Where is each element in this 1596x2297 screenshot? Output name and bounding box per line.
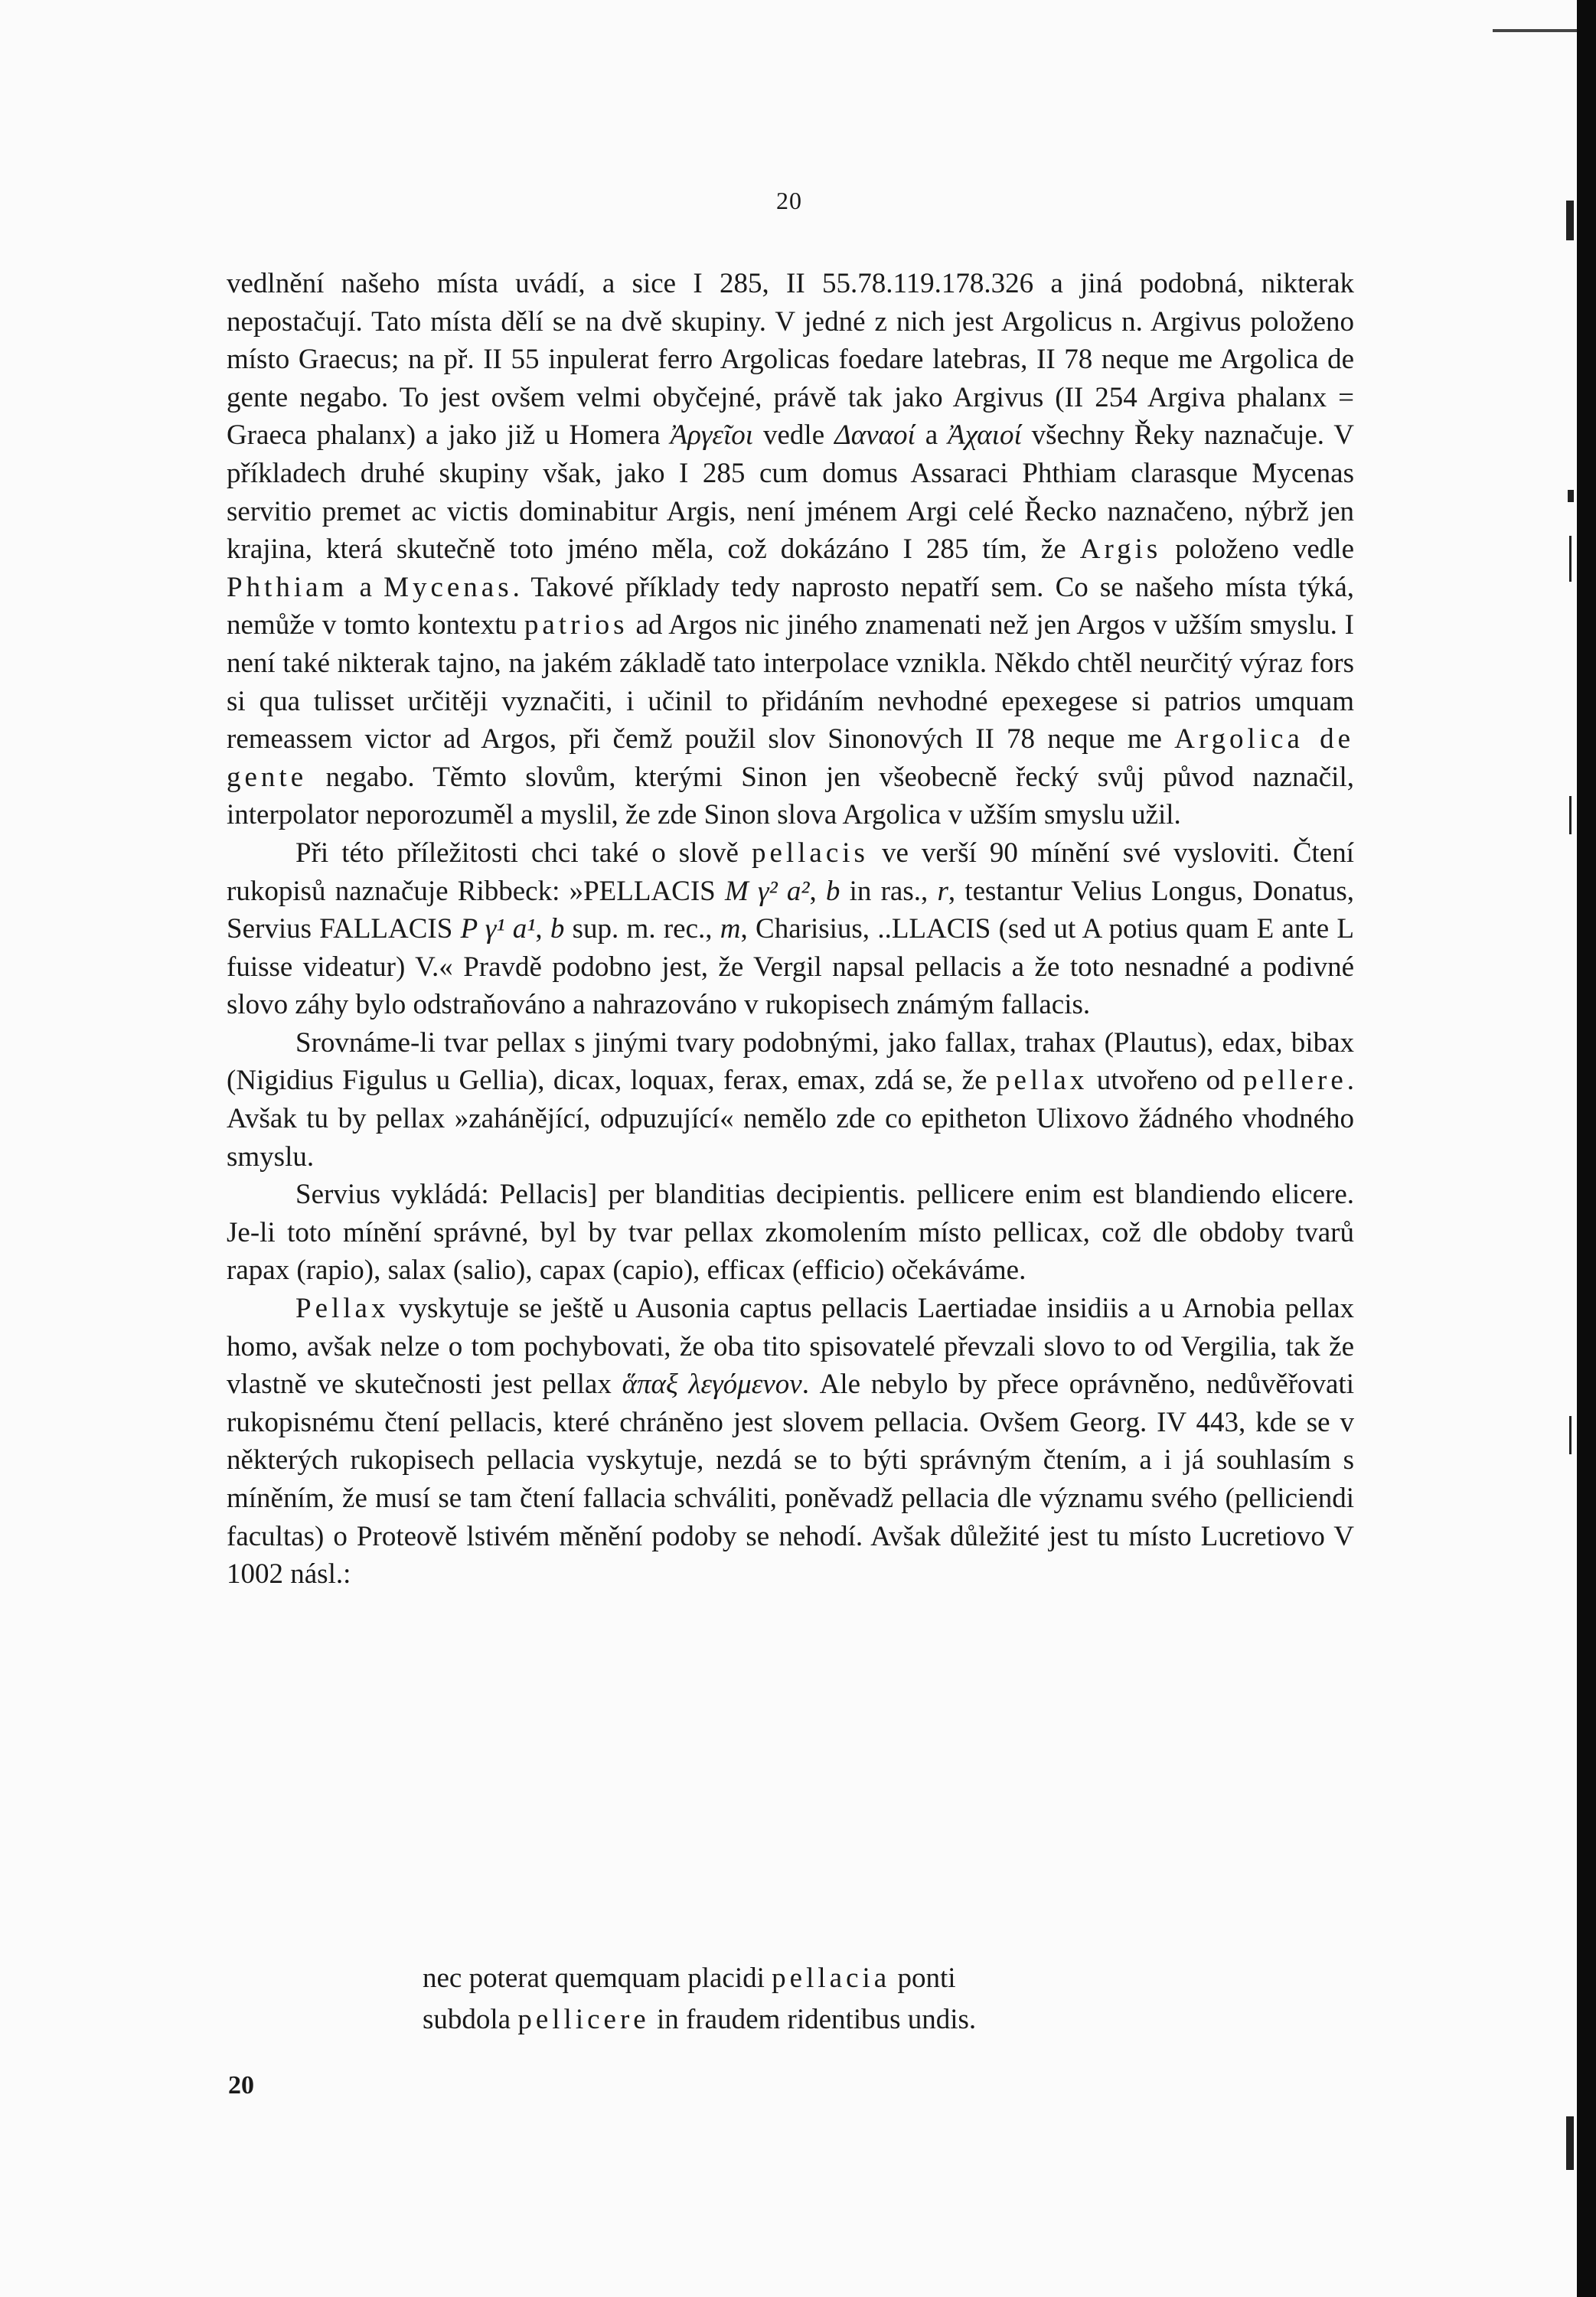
text-run: negabo. Těmto slovům, kterými Sinon jen všeobecně řecký svůj původ naznačil, interpolator neporozuměl a myslil, že zde Sinon slova Argolica v užším smyslu užil. <box>227 761 1354 831</box>
italic-greek-text: ἅπαξ λεγόμενον <box>622 1369 802 1401</box>
text-run: , testantur Velius Longus, Donatus, Servius FALLACIS <box>227 875 1354 945</box>
italic-greek-text: r <box>937 875 948 907</box>
italic-greek-text: b <box>825 875 840 907</box>
text-run: ponti <box>890 1963 956 1994</box>
spaced-emphasis: Mycenas <box>383 571 513 603</box>
scan-artifact <box>1568 490 1574 502</box>
text-run: . Ale nebylo by přece oprávněno, nedůvěřovati rukopisnému čtení pellacis, které chráněno jest slovem pellacia. Ovšem Georg. IV 443, kde se v některých rukopisech pellacia vyskytuje, nezdá se to býti správným čtením, a i já souhlasím s míněním, že musí se tam čtení fallacia schváliti, poněvadž pellacia dle významu svého (pelliciendi facultas) o Proteově lstivém měnění podoby se nehodí. Avšak důležité jest tu místo Lucretiovo V 1002 násl.: <box>227 1369 1354 1591</box>
text-run: vedle <box>753 419 835 452</box>
spaced-emphasis: Phthiam <box>227 571 348 603</box>
scan-edge-mark <box>1493 29 1577 32</box>
text-run: , <box>535 913 550 945</box>
spaced-emphasis: pellicere <box>517 2004 650 2035</box>
spaced-emphasis: Argolica de gente <box>227 723 1354 793</box>
text-run: in ras., <box>840 875 938 907</box>
italic-greek-text: m <box>720 913 741 945</box>
verse-line <box>423 1958 1341 1999</box>
text-run: , <box>809 875 826 907</box>
text-run: vyskytuje se ještě u Ausonia captus pellacis Laertiadae insidiis a u Arnobia pellax homo, avšak nelze o tom pochybovati, že oba tito spisovatelé převzali slovo to od Vergilia, tak že vlastně ve skutečnosti jest pellax <box>227 1293 1354 1401</box>
body-text <box>227 265 1354 1594</box>
text-run: sup. m. rec., <box>564 913 720 945</box>
verse-line <box>423 1999 1341 2041</box>
text-run: Servius vykládá: Pellacis] per blanditias decipientis. pellicere enim est blandiendo elicere. Je-li toto mínění správné, byl by tvar pellax zkomolením místo pellicax, což dle obdoby tvarů rapax (rapio), salax (salio), capax (capio), efficax (efficio) očekáváme. <box>227 1179 1354 1287</box>
italic-greek-text: P γ¹ a¹ <box>460 913 536 945</box>
text-run: utvořeno od <box>1088 1065 1244 1097</box>
spaced-emphasis: pellacia <box>772 1963 891 1994</box>
footer-signature-number: 20 <box>228 2071 254 2100</box>
spaced-emphasis: pellere <box>1243 1065 1347 1097</box>
text-run: ad Argos nic jiného znamenati než jen Argos v užším smyslu. I není také nikterak tajno, na jakém základě tato interpolace vznikla. Někdo chtěl neurčitý výraz fors si qua tulisset určitěji vyznačiti, i učinil to přidáním nevhodné epexegese si patrios umquam remeassem victor ad Argos, při čemž použil slov Sinonových II 78 neque me <box>227 609 1355 755</box>
spaced-emphasis: Argis <box>1079 533 1162 566</box>
paragraph <box>227 1176 1354 1290</box>
text-run: vedlnění našeho místa uvádí, a sice I 285, II 55.78.119.178.326 a jiná podobná, nikterak nepostačují. Tato místa dělí se na dvě skupiny. V jedné z nich jest Argolicus n. Argivus položeno místo Graecus; na př. II 55 inpulerat ferro Argolicas foedare latebras, II 78 neque me Argolica de gente negabo. To jest ovšem velmi obyčejné, právě tak jako Argivus (II 254 Argiva phalanx = Graeca phalanx) a jako již u Homera <box>227 268 1354 452</box>
italic-greek-text: M γ² a² <box>724 875 810 907</box>
text-run: . Avšak tu by pellax »zahánějící, odpuzující« nemělo zde co epitheton Ulixovo žádného vhodného smyslu. <box>227 1065 1354 1173</box>
scan-right-border <box>1577 0 1596 2297</box>
scan-artifact <box>1569 536 1572 582</box>
italic-greek-text: Ἀργεῖοι <box>670 419 754 452</box>
text-run: in fraudem ridentibus undis. <box>649 2004 977 2035</box>
paragraph <box>227 1290 1354 1594</box>
text-run: Srovnáme-li tvar pellax s jinými tvary podobnými, jako fallax, trahax (Plautus), edax, bibax (Nigidius Figulus u Gellia), dicax, loquax, ferax, emax, zdá se, že <box>227 1026 1354 1097</box>
scan-artifact <box>1566 201 1574 240</box>
spaced-emphasis: patrios <box>524 609 628 641</box>
text-run: Při této příležitosti chci také o slově <box>295 837 752 869</box>
paragraph <box>227 265 1354 834</box>
paragraph <box>227 834 1354 1024</box>
italic-greek-text: Ἀχαιοί <box>948 419 1022 452</box>
text-run: , Charisius, ..LLACIS (sed ut A potius quam E ante L fuisse videatur) V.« Pravdě podobno jest, že Vergil napsal pellacis a že toto nesnadné a podivné slovo záhy bylo odstraňováno a nahrazováno v rukopisech známým fallacis. <box>227 913 1355 1021</box>
text-run: ve verší 90 mínění své vysloviti. Čtení rukopisů naznačuje Ribbeck: »PELLACIS <box>227 837 1354 907</box>
text-run: všechny Řeky naznačuje. V příkladech druhé skupiny však, jako I 285 cum domus Assaraci Phthiam clarasque Mycenas servitio premet ac victis dominabitur Argis, není jménem Argi celé Řecko naznačeno, nýbrž jen krajina, která skutečně toto jméno měla, což dokázáno I 285 tím, že <box>227 419 1355 566</box>
text-run: nec poterat quemquam placidi <box>423 1963 772 1994</box>
scan-artifact <box>1569 796 1572 834</box>
text-run: . Takové příklady tedy naprosto nepatří sem. Co se našeho místa týká, nemůže v tomto kontextu <box>227 571 1354 641</box>
page-number: 20 <box>776 187 802 214</box>
verse-quotation <box>423 1958 1341 2041</box>
italic-greek-text: b <box>550 913 565 945</box>
spaced-emphasis: Pellax <box>295 1293 390 1325</box>
italic-greek-text: Δαναοί <box>834 419 915 452</box>
paragraph <box>227 1024 1354 1176</box>
scan-artifact <box>1566 2116 1574 2170</box>
text-run: položeno vedle <box>1161 533 1354 566</box>
text-run: subdola <box>423 2004 518 2035</box>
text-run: a <box>348 571 384 603</box>
spaced-emphasis: pellacis <box>751 837 869 869</box>
scan-artifact <box>1569 1416 1572 1454</box>
text-run: a <box>915 419 948 452</box>
spaced-emphasis: pellax <box>995 1065 1088 1097</box>
